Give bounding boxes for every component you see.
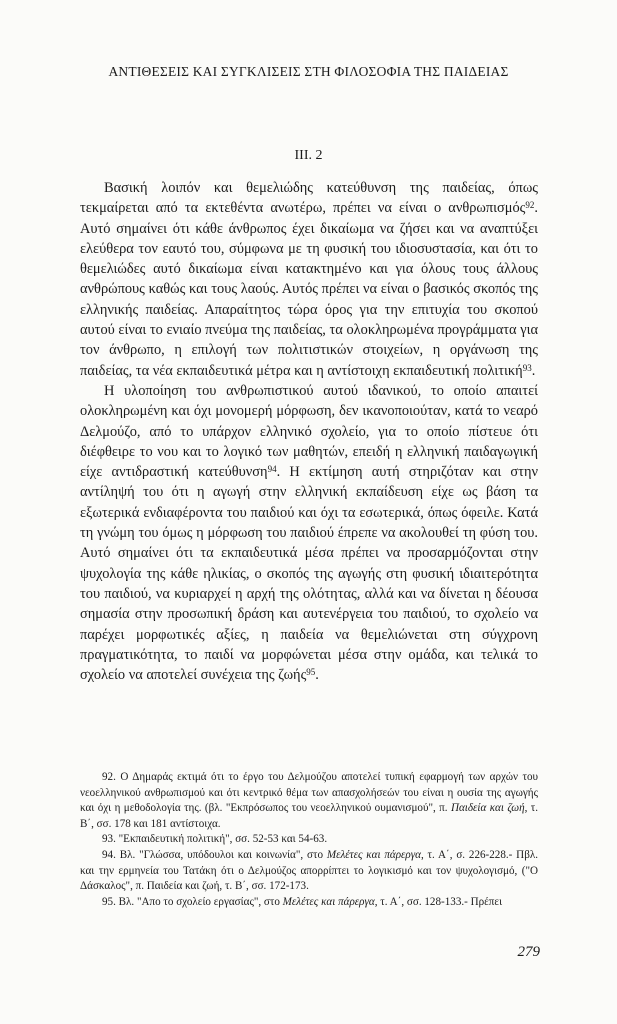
footnote: [80, 895, 538, 911]
footnote-text: 93. "Εκπαιδευτική πολιτική", σσ. 52-53 και 54-63.: [102, 833, 328, 846]
footnotes: [80, 770, 538, 910]
paragraph: [80, 178, 538, 381]
paragraph-text: .: [531, 362, 536, 379]
paragraph: [80, 381, 538, 685]
paragraph-text: Βασική λοιπόν και θεμελιώδης κατεύθυνση της παιδείας, όπως τεκμαίρεται από τα εκτεθέντα ανωτέρω, πρέπει να είναι ο ανθρωπισμός: [80, 180, 538, 217]
page-number: 279: [517, 944, 540, 960]
paragraph-text: . Αυτό σημαίνει ότι κάθε άνθρωπος έχει δικαίωμα να ζήσει και να αναπτύξει ελεύθερα τον εαυτό του, σύμφωνα με τη φυσική του ιδιοσυστασία, και ότι το θεμελιώδες αυτό δικαίωμα είναι κατακτημένο και για όλους τους άλλους ανθρώπους καθώς και τους λαούς. Αυτός πρέπει να είναι ο βασικός σκοπός της ελληνικής παιδείας. Απαραίτητος τώρα όρος για την επιτυχία του σκοπού αυτού είναι το ενιαίο πνεύμα της παιδείας, τα ολοκληρωμένα προγράμματα για τον άνθρωπο, η επιλογή των πολιτιστικών στοιχείων, η οργάνωση της παιδείας, τα νέα εκπαιδευτικά μέτρα και η αντίστοιχη εκπαιδευτική πολιτική: [80, 200, 538, 379]
footnote: [80, 770, 538, 832]
footnote-title: Μελέτες και πάρεργα: [282, 895, 375, 908]
running-header: ΑΝΤΙΘΕΣΕΙΣ ΚΑΙ ΣΥΓΚΛΙΣΕΙΣ ΣΤΗ ΦΙΛΟΣΟΦΙΑ ΤΗΣ ΠΑΙΔΕΙΑΣ: [108, 64, 509, 79]
footnote: [80, 832, 538, 848]
footnote-text: 94. Βλ. "Γλώσσα, υπόδουλοι και κοινωνία", στο: [102, 848, 327, 861]
footnote-text: , τ. Β΄, σσ. 178 και 181 αντίστοιχα.: [80, 802, 538, 830]
main-text: [80, 178, 538, 685]
footnote-title: Μελέτες και πάρεργα: [326, 848, 421, 861]
footnote-ref[interactable]: 95: [306, 667, 316, 678]
section-heading: III. 2: [294, 148, 323, 163]
footnote-ref[interactable]: 92: [525, 200, 535, 211]
footnote: [80, 848, 538, 895]
footnote-ref[interactable]: 93: [522, 362, 532, 373]
paragraph-text: Η υλοποίηση του ανθρωπιστικού αυτού ιδανικού, το οποίο απαιτεί ολοκληρωμένη και όχι μονομερή μόρφωση, δεν ικανοποιούταν, κατά το νεαρό Δελμούζο, από το υπάρχον ελληνικό σχολείο, για το οποίο πίστευε ότι διέφθειρε το νου και το λογικό των μαθητών, επειδή η ελληνική παιδαγωγική είχε αντιδραστική κατεύθυνση: [80, 382, 538, 481]
footnote-ref[interactable]: 94: [267, 464, 277, 475]
footnote-text: , τ. Α΄, σ. 226-228.- Πβλ. και την ερμηνεία του Τατάκη ότι ο Δελμούζος απορρίπτει το λογικισμό και τον ψυχολογισμό, ("Ο Δάσκαλος", π. Παιδεία και ζωή, τ. Β΄, σσ. 172-173.: [80, 848, 538, 893]
footnote-text: 95. Βλ. "Απο το σχολείο εργασίας", στο: [102, 895, 283, 908]
paragraph-text: . Η εκτίμηση αυτή στηριζόταν και στην αντίληψή του ότι η αγωγή στην ελληνική εκπαίδευση είχε ως βάση τα εξωτερικά ενδιαφέροντα του παιδιού και όχι τα εσωτερικά, όπως όφειλε. Κατά τη γνώμη του όμως η μόρφωση του παιδιού έπρεπε να ακολουθεί τη φύση του. Αυτό σημαίνει ότι τα εκπαιδευτικά μέσα πρέπει να προσαρμόζονται στην ψυχολογία της κάθε ηλικίας, ο σκοπός της αγωγής στη φυσική ιδιαιτερότητα του παιδιού, να κυριαρχεί η αρχή της ολότητας, αλλά και να δίνεται η δέουσα σημασία στην προσωπική δράση και αυτενέργεια του παιδιού, το σχολείο να παρέχει μορφωτικές αξίες, η παιδεία να θεμελιώνεται στη σύγχρονη πραγματικότητα, το παιδί να μορφώνεται μέσα στην ομάδα, και τελικά το σχολείο να αποτελεί συνέχεια της ζωής: [80, 464, 538, 684]
footnote-title: Παιδεία και ζωή: [450, 802, 525, 815]
footnote-text: 92. Ο Δημαράς εκτιμά ότι το έργο του Δελμούζου αποτελεί τυπική εφαρμογή των αρχών του νεοελληνικού ανθρωπισμού και ότι κεντρικό θέμα των απασχολήσεών του είναι η ουσία της αγωγής και όχι η μεθοδολογία της. (βλ. "Εκπρόσωπος του νεοελληνικού ουμανισμού", π.: [80, 771, 538, 815]
paragraph-text: .: [315, 667, 319, 684]
footnote-text: , τ. Α΄, σσ. 128-133.- Πρέπει: [374, 895, 503, 908]
